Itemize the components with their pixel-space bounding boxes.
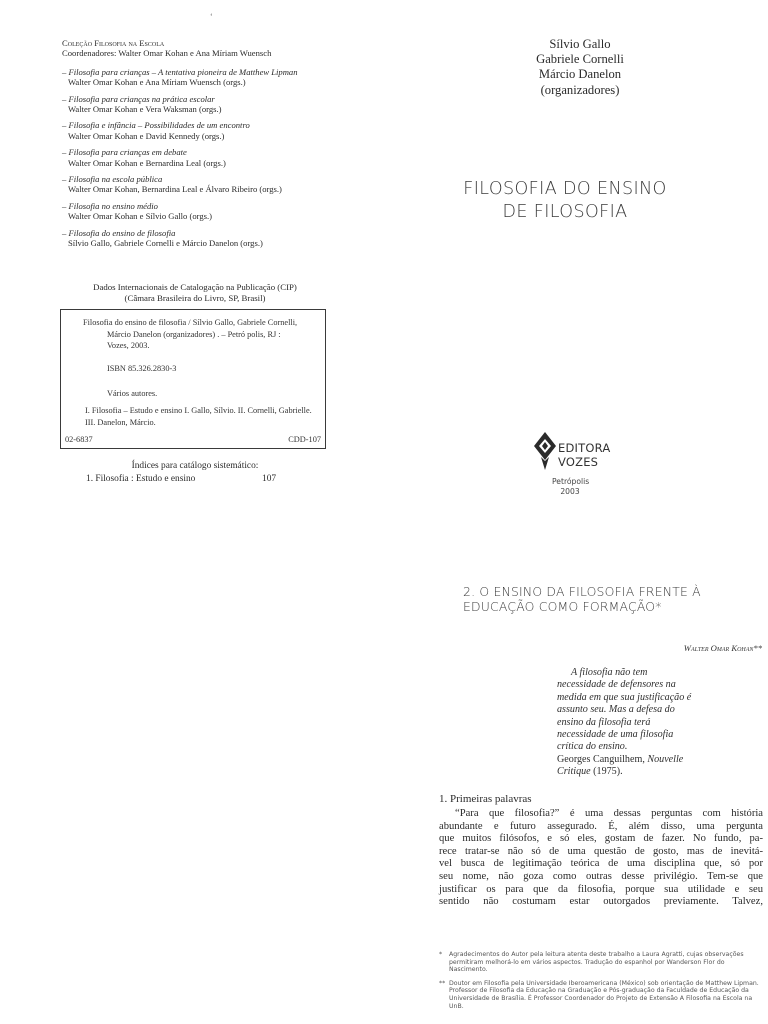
attribution-name: Georges Canguilhem,: [557, 753, 648, 765]
organizer-name: Gabriele Cornelli: [536, 52, 624, 67]
collection-name: Coleção Filosofia na Escola: [62, 38, 165, 48]
cip-heading-line: Dados Internacionais de Catalogação na Publicação (CIP): [93, 282, 297, 292]
epigraph-line: necessidade de uma filosofia: [557, 729, 674, 741]
epigraph-line: medida em que sua justificação é: [557, 691, 692, 703]
attribution-work: Nouvelle: [647, 753, 684, 765]
body-line: “Para que filosofia?” é uma dessas perguntas com história: [455, 808, 763, 819]
book-authors: Walter Omar Kohan e David Kennedy (orgs.): [68, 130, 225, 141]
body-line: abundante e futuro assegurado. É, além disso, uma pergunta: [439, 820, 763, 832]
footnotes: [439, 951, 763, 1016]
vozes-logo-icon: [532, 430, 558, 472]
index-entry-page: 107: [262, 474, 277, 484]
series-book: [62, 201, 362, 222]
series-book: [62, 228, 362, 249]
book-authors: Walter Omar Kohan e Bernardina Leal (orgs.): [68, 157, 226, 168]
book-authors: Walter Omar Kohan e Vera Waksman (orgs.): [68, 104, 222, 115]
book-authors: Walter Omar Kohan, Bernardina Leal e Álvaro Ribeiro (orgs.): [68, 184, 282, 195]
footnote-text: Agradecimentos do Autor pela leitura atenta deste trabalho a Laura Agratti, cujas observações permitiram melhorá-lo em vários aspectos. Tradução do espanhol por Wanderson Flor do Nascimento.: [449, 951, 744, 974]
organizer-name: Sílvio Gallo: [549, 37, 611, 51]
book-authors: Walter Omar Kohan e Ana Míriam Wuensch (orgs.): [68, 77, 246, 88]
attribution-work: Critique: [557, 766, 591, 778]
publisher-name-line: VOZES: [558, 455, 599, 469]
book-title: – Filosofia e infância – Possibilidades de um encontro: [62, 120, 250, 131]
chapter-title: [463, 584, 753, 615]
cip-line: Márcio Danelon (organizadores) . – Petró polis, RJ :: [107, 330, 281, 339]
publisher-city: Petrópolis: [552, 477, 590, 486]
series-header: [62, 38, 362, 59]
cip-record-id: 02-6837: [65, 435, 93, 444]
coordinators: Coordenadores: Walter Omar Kohan e Ana Míriam Wuensch: [62, 48, 272, 59]
body-line: sentido não costumam estar outorgados previamente. Talvez,: [439, 896, 763, 908]
epigraph: [557, 667, 705, 779]
organizer-role: (organizadores): [540, 82, 620, 97]
cip-heading: [62, 282, 328, 304]
body-text: [439, 808, 763, 909]
book-title-main: [440, 178, 690, 224]
epigraph-quote: [557, 667, 705, 754]
book-title: – Filosofia do ensino de filosofia: [62, 227, 176, 238]
organizers: [470, 37, 690, 98]
cip-line: Filosofia do ensino de filosofia / Sílvio Gallo, Gabriele Cornelli,: [83, 318, 298, 327]
cip-line: Vozes, 2003.: [107, 341, 150, 350]
epigraph-attribution: [557, 754, 705, 766]
body-line: vel busca de legitimação teórica de uma disciplina que, só por: [439, 858, 763, 870]
attribution-year: (1975).: [590, 766, 623, 778]
book-title: – Filosofia no ensino médio: [62, 200, 158, 211]
publisher-block: [528, 430, 628, 500]
book-title-line: FILOSOFIA DO ENSINO: [463, 179, 667, 199]
cip-line: III. Danelon, Márcio.: [85, 418, 156, 427]
epigraph-line: necessidade de defensores na: [557, 679, 676, 691]
series-list: [62, 38, 362, 255]
epigraph-line: assunto seu. Mas a defesa do: [557, 704, 675, 716]
body-line: justificar os para que da filosofia, porque sua utilidade e seu: [439, 883, 763, 895]
index-entry-label: 1. Filosofia : Estudo e ensino: [86, 474, 196, 484]
footnote-text: Doutor em Filosofia pela Universidade Iberoamericana (México) sob orientação de Matthew Lipman. Professor de Filosofia da Educação na Graduação e Pós-graduação da Faculdade de Educação da Universidade de Brasília. É Professor Coordenador do Projeto de Extensão A Filosofia na Escola na UnB.: [449, 979, 759, 1010]
series-book: [62, 94, 362, 115]
epigraph-attribution-cont: [557, 766, 705, 778]
chapter-author: Walter Omar Kohan**: [683, 643, 762, 653]
publisher-city-year: [552, 477, 588, 496]
book-title: – Filosofia para crianças em debate: [62, 147, 187, 158]
epigraph-line: A filosofia não tem: [571, 667, 648, 678]
publisher-year: 2003: [560, 486, 580, 496]
book-title-line: DE FILOSOFIA: [502, 202, 628, 222]
body-line: seu nome, não goza como outras desse privilégio. Tem-se que: [439, 870, 763, 882]
cip-line: Vários autores.: [107, 389, 158, 398]
series-book: [62, 120, 362, 141]
book-title: – Filosofia para crianças – A tentativa pioneira de Matthew Lipman: [62, 66, 298, 77]
epigraph-line: crítica do ensino.: [557, 741, 628, 753]
cip-isbn: ISBN 85.326.2830-3: [107, 364, 177, 373]
epigraph-line: ensino da filosofia terá: [557, 716, 651, 728]
footnote: [439, 951, 763, 974]
series-book: [62, 67, 362, 88]
stray-mark: ‘: [210, 12, 213, 21]
footnote: [439, 980, 763, 1010]
book-title: – Filosofia para crianças na prática escolar: [62, 93, 215, 104]
body-line: que muitos filósofos, e só eles, gostam de fazer. No fundo, pa-: [439, 833, 763, 845]
body-line: rece tratar-se não só de uma questão de gosto, mas de inevitá-: [439, 845, 763, 857]
footnote-mark: **: [439, 979, 446, 987]
cip-record-box: [60, 309, 326, 449]
chapter-title-line: EDUCAÇÃO COMO FORMAÇÃO*: [463, 599, 662, 615]
publisher-name-line: EDITORA: [558, 441, 611, 455]
book-authors: Sílvio Gallo, Gabriele Cornelli e Márcio Danelon (orgs.): [68, 238, 263, 249]
book-authors: Walter Omar Kohan e Sílvio Gallo (orgs.): [68, 211, 213, 222]
footnote-mark: *: [439, 951, 443, 958]
cip-line: I. Filosofia – Estudo e ensino I. Gallo, Sílvio. II. Cornelli, Gabrielle.: [85, 406, 312, 415]
chapter-title-line: 2. O ENSINO DA FILOSOFIA FRENTE À: [463, 584, 701, 599]
index-entry: [86, 474, 277, 485]
section-heading: 1. Primeiras palavras: [439, 793, 532, 805]
book-title: – Filosofia na escola pública: [62, 174, 163, 185]
series-book: [62, 174, 362, 195]
cip-heading-line: (Câmara Brasileira do Livro, SP, Brasil): [124, 293, 266, 303]
organizer-name: Márcio Danelon: [538, 67, 622, 82]
cip-cdd: CDD-107: [288, 435, 321, 444]
publisher-name: [558, 441, 610, 469]
series-book: [62, 147, 362, 168]
index-heading: Índices para catálogo sistemático:: [131, 461, 259, 471]
